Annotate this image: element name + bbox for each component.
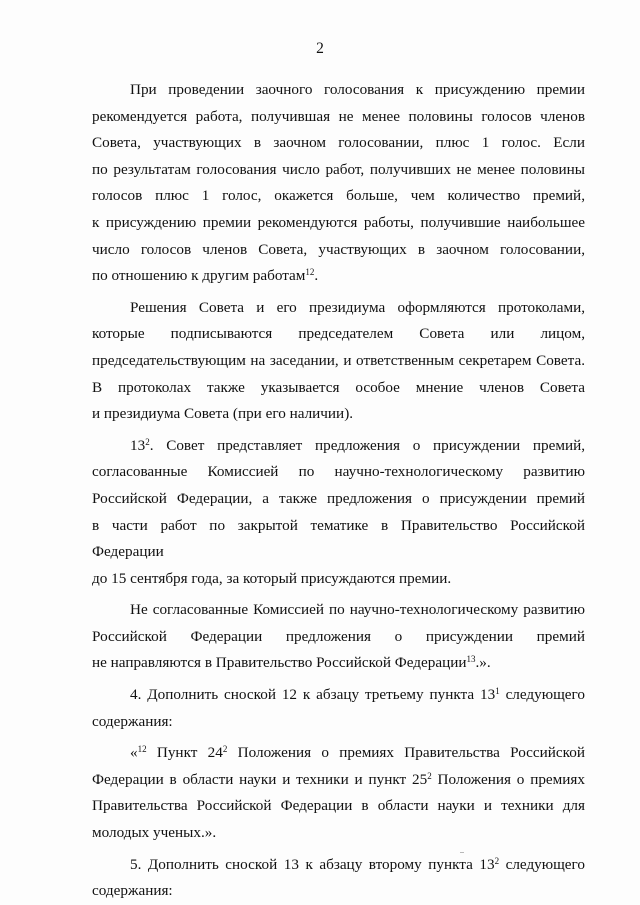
paragraph-protocols [92,295,585,428]
text-fragment: следующего [499,855,585,873]
paragraph-item-5 [92,852,585,905]
superscript: 2 [145,436,150,447]
paragraph-footnote-12 [92,740,585,846]
superscript: 1 [495,686,500,697]
text-line: рекомендуется работа, получившая не менее половины голосов членов [92,107,585,125]
text-line: число голосов членов Совета, участвующих в заочном голосовании, [92,240,585,258]
superscript: 2 [494,855,500,866]
paragraph-item-4 [92,682,585,735]
text-line [92,852,585,879]
text-fragment: следующего [499,686,585,704]
superscript: 2 [427,770,432,781]
text-line: содержания: [92,712,173,730]
text-fragment: Федерации в области науки и техники и пункт 25 [92,770,428,788]
paragraph-13-2 [92,433,585,593]
footnote-reference: 13 [466,654,476,665]
text-line: в части работ по закрытой тематике в Правительство Российской Федерации [92,516,585,561]
text-fragment: Положения о премиях Правительства Российской [227,744,585,762]
text-line: Российской Федерации, а также предложения о присуждении премий [92,489,585,507]
document-body [92,77,585,905]
text-fragment: не направляются в Правительство Российской Федерации [92,654,467,672]
text-fragment: по отношению к другим работам [92,267,306,285]
footnote-number: 12 [137,744,147,755]
text-line: которые подписываются председателем Совета или лицом, [92,325,585,343]
text-line: В протоколах также указывается особое мнение членов Совета [92,378,585,396]
text-line: Российской Федерации предложения о присуждении премий [92,627,585,645]
text-fragment: 4. Дополнить сноской 12 к абзацу третьему пункта 13 [130,686,496,704]
text-line: содержания: [92,882,173,900]
text-line: Не согласованные Комиссией по научно-технологическому развитию [130,601,585,619]
text-line [92,740,585,767]
text-fragment: « [130,744,138,762]
paragraph-not-agreed [92,597,585,677]
text-line: председательствующим на заседании, и ответственным секретарем Совета. [92,351,585,369]
footnote-reference: 12 [305,267,315,278]
text-line: до 15 сентября года, за который присуждаются премии. [92,569,452,587]
text-line: к присуждению премии рекомендуются работы, получившие наибольшее [92,213,585,231]
text-line [92,650,585,677]
page-number: 2 [316,40,324,57]
text-line [92,682,585,709]
text-line: молодых ученых.». [92,824,217,842]
text-fragment: 5. Дополнить сноской 13 к абзацу второму пункта 13 [130,855,495,873]
scan-speck [460,852,464,853]
text-fragment: . [314,267,319,285]
text-line [92,263,585,290]
text-line: Решения Совета и его президиума оформляются протоколами, [130,298,585,316]
text-fragment: . Совет представляет предложения о присуждении премий, [149,436,585,454]
text-fragment: .». [475,654,491,672]
text-line: и президиума Совета (при его наличии). [92,405,354,423]
text-line: согласованные Комиссией по научно-технологическому развитию [92,463,585,481]
paragraph-voting [92,77,585,290]
superscript: 2 [222,744,228,755]
text-fragment: Пункт 24 [146,744,223,762]
text-fragment: Положения о премиях [431,770,585,788]
text-line: Правительства Российской Федерации в области науки и техники для [92,797,585,815]
text-line [92,433,585,460]
text-fragment: 13 [130,436,146,454]
text-line: При проведении заочного голосования к присуждению премии [130,81,585,98]
text-line [92,767,585,794]
text-line: голосов плюс 1 голос, окажется больше, чем количество премий, [92,187,585,205]
text-line: по результатам голосования число работ, получивших не менее половины [92,160,585,178]
text-line: Совета, участвующих в заочном голосовании, плюс 1 голос. Если [92,134,585,152]
